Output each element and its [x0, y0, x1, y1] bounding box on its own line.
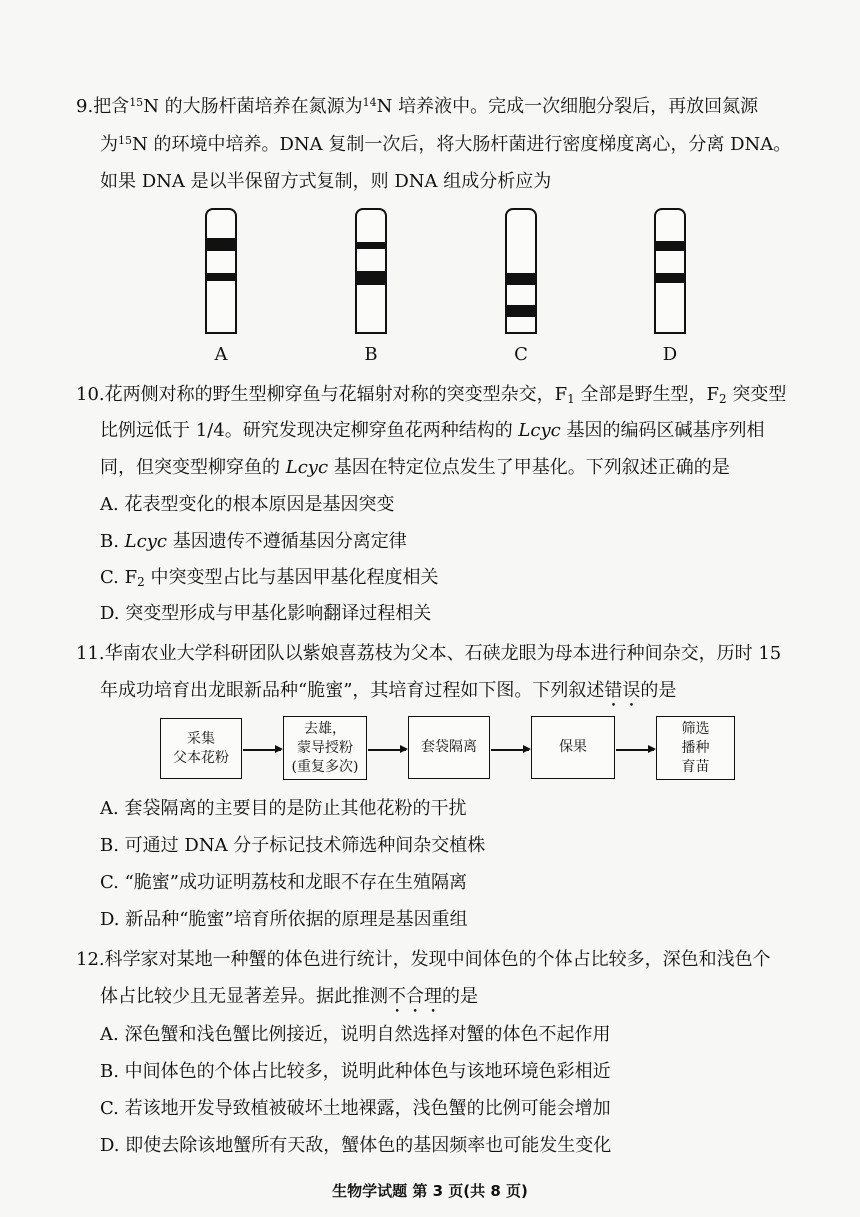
q11-option-b: B. 可通过 DNA 分子标记技术筛选种间杂交植株	[100, 835, 486, 856]
q10-option-d: D. 突变型形成与甲基化影响翻译过程相关	[100, 603, 432, 624]
flow-step-screen-seedlings: 筛选 播种 育苗	[656, 716, 735, 780]
q11-option-d: D. 新品种“脆蜜”培育所依据的原理是基因重组	[100, 909, 468, 930]
q10-option-a: A. 花表型变化的根本原因是基因突变	[100, 494, 395, 515]
q9-line-3: 如果 DNA 是以半保留方式复制，则 DNA 组成分析应为	[100, 171, 552, 192]
dna-band	[506, 305, 536, 317]
q12-option-a: A. 深色蟹和浅色蟹比例接近，说明自然选择对蟹的体色不起作用	[100, 1024, 611, 1045]
q12-line-1: 12.科学家对某地一种蟹的体色进行统计，发现中间体色的个体占比较多，深色和浅色个	[76, 949, 771, 970]
dna-band	[206, 273, 236, 281]
q9-line-2: 为$^{15}$N 的环境中培养。DNA 复制一次后，将大肠杆菌进行密度梯度离心，分离 DNA。	[100, 134, 792, 155]
flow-arrow	[368, 749, 406, 751]
dna-band	[506, 273, 536, 285]
q12-option-d: D. 即使去除该地蟹所有天敌，蟹体色的基因频率也可能发生变化	[100, 1135, 612, 1156]
q12-option-b: B. 中间体色的个体占比较多，说明此种体色与该地环境色彩相近	[100, 1061, 611, 1082]
q11-line-2: 年成功培育出龙眼新品种“脆蜜”，其培育过程如下图。下列叙述错误的是	[100, 680, 677, 701]
q10-option-b: B. Lcyc 基因遗传不遵循基因分离定律	[100, 531, 407, 552]
tube-label-c: C	[514, 344, 528, 365]
q10-line-1: 10.花两侧对称的野生型柳穿鱼与花辐射对称的突变型杂交，$F_1$ 全部是野生型，$F_2$ 突变型	[76, 384, 787, 406]
q9-line-1: 9.把含$^{15}$N 的大肠杆菌培养在氮源为$^{14}$N 培养液中。完成一次细胞分裂后，再放回氮源	[76, 96, 759, 117]
dna-band	[655, 273, 685, 283]
q11-line-1: 11.华南农业大学科研团队以紫娘喜荔枝为父本、石硖龙眼为母本进行种间杂交，历时 15	[76, 643, 782, 664]
q10-option-c: C. $F_2$ 中突变型占比与基因甲基化程度相关	[100, 567, 439, 589]
q10-line-2: 比例远低于 1/4。研究发现决定柳穿鱼花两种结构的 Lcyc 基因的编码区碱基序列相	[100, 420, 765, 441]
flow-step-fruit-retention: 保果	[531, 716, 615, 779]
dna-band	[356, 242, 386, 249]
flow-step-bagging: 套袋隔离	[408, 716, 490, 779]
q11-option-a: A. 套袋隔离的主要目的是防止其他花粉的干扰	[100, 798, 467, 819]
page-footer: 生物学试题 第 3 页(共 8 页)	[332, 1182, 528, 1200]
dna-band	[356, 271, 386, 285]
dna-band	[655, 241, 685, 251]
q12-option-c: C. 若该地开发导致植被破坏土地裸露，浅色蟹的比例可能会增加	[100, 1098, 611, 1119]
q12-line-2: 体占比较少且无显著差异。据此推测不合理的是	[100, 986, 478, 1007]
flow-arrow	[243, 749, 281, 751]
flow-step-pollinate: 去雄， 蒙导授粉 (重复多次)	[283, 716, 367, 780]
tube-c	[505, 208, 537, 334]
flow-arrow	[491, 749, 529, 751]
flow-arrow	[616, 749, 654, 751]
q11-option-c: C. “脆蜜”成功证明荔枝和龙眼不存在生殖隔离	[100, 872, 467, 893]
tube-d	[654, 208, 686, 334]
tube-label-a: A	[214, 344, 228, 365]
tube-label-d: D	[662, 344, 678, 365]
flow-step-collect-pollen: 采集 父本花粉	[160, 718, 242, 779]
dna-band	[206, 238, 236, 251]
tube-label-b: B	[364, 344, 378, 365]
tube-b	[355, 208, 387, 334]
q10-line-3: 同，但突变型柳穿鱼的 Lcyc 基因在特定位点发生了甲基化。下列叙述正确的是	[100, 457, 730, 478]
tube-a	[205, 208, 237, 334]
